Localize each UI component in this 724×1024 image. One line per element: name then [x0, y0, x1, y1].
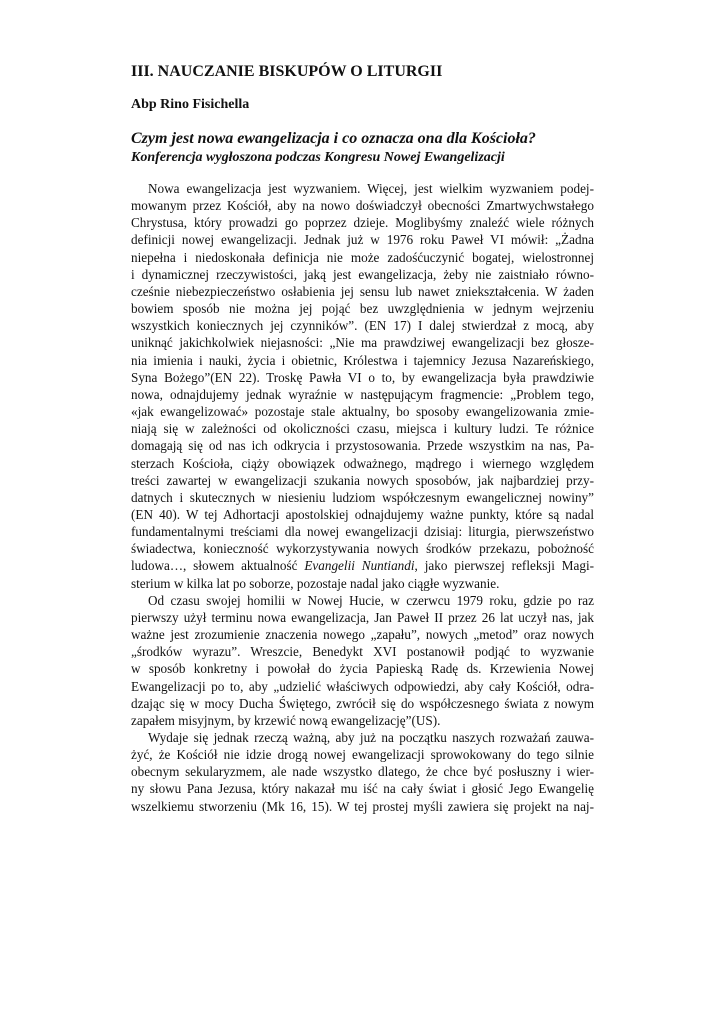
paragraph [131, 729, 594, 815]
paragraph [131, 592, 594, 729]
italic-term: Evangelii Nuntiandi [304, 558, 415, 574]
text-line: Od czasu swojej homilii w Nowej Hucie, w czerwcu 1979 roku, gdzie po raz [148, 592, 594, 608]
paragraph [131, 180, 594, 592]
text-line: cześnie niebezpieczeństwo osłabienia jej sensu lub nawet zniekształcenia. W żaden [131, 283, 594, 299]
text-line: „środków wyrazu”. Wreszcie, Benedykt XVI postanowił podjąć to wyzwanie [131, 644, 594, 660]
article-title: Czym jest nowa ewangelizacja i co oznacza ona dla Kościoła? [131, 130, 536, 147]
text-line: pierwszy użył terminu nowa ewangelizacja, Jan Paweł II przez 26 lat uczył nas, jak [131, 609, 594, 625]
text-line: ny słowu Pana Jezusa, który nakazał mu iść na cały świat i głosić Jego Ewangelię [131, 781, 594, 797]
text-line: «jak ewangelizować» pozostaje stale aktualny, bo sposoby ewangelizowania zmie- [131, 404, 594, 420]
text-line: sterium w kilka lat po soborze, pozostaje nadal jako ciągłe wyzwanie. [131, 575, 500, 591]
text-line: sterzach Kościoła, ciąży obowiązek odważnego, mądrego i wiernego względem [131, 455, 594, 471]
text-line: nowa, odnajdujemy jednak wyraźnie w następującym fragmencie: „Problem tego, [131, 386, 594, 402]
text-line: żyć, że Kościół nie idzie drogą nowej ewangelizacji sprowokowany do tego silnie [131, 747, 594, 763]
text-line: Syna Bożego”(EN 22). Troskę Pawła VI o to, by ewangelizacja była prawdziwie [131, 369, 594, 385]
text-line: niepełna i niedoskonała definicja nie może zadośćuczynić bogatej, wielostronnej [131, 249, 594, 265]
text-line: datnych i skutecznych w niesieniu ludziom współczesnym ewangelicznej nowiny” [131, 489, 594, 505]
text-line: fundamentalnymi treściami dla nowej ewangelizacji dzisiaj: liturgia, pierwszeństwo [131, 524, 594, 540]
text-line: obecnym sekularyzmem, ale nade wszystko dlatego, że chce być posłuszny i wier- [131, 764, 594, 780]
text-line: ważne jest zrozumienie znaczenia nowego „zapału”, nowych „metod” oraz nowych [131, 627, 594, 643]
text-line: bowiem sposób nie można jej pojąć bez uwzględnienia w jednym wejrzeniu [131, 301, 594, 317]
text-line: dzając się w mocy Ducha Świętego, zwrócił się do współczesnego świata z nowym [131, 695, 594, 711]
text-line: świadectwa, konieczność wykorzystywania nowych środków przekazu, pobożność [131, 541, 594, 557]
text-line: definicji nowej ewangelizacji. Jednak już w 1976 roku Paweł VI mówił: „Żadna [131, 232, 594, 248]
text-line: Wydaje się jednak rzeczą ważną, aby już na początku naszych rozważań zauwa- [148, 730, 594, 745]
text-line: (EN 40). W tej Adhortacji apostolskiej odnajdujemy ważne punkty, które są nadal [131, 506, 594, 522]
text-line: wszystkich koniecznych jej czynników”. (EN 17) I dalej stwierdzał z mocą, aby [131, 318, 594, 334]
text-line: niają się w zależności od okoliczności czasu, miejsca i kultury ludzi. Te różnice [131, 421, 594, 437]
text-line: nia imienia i nauki, życia i obietnic, Królestwa i tajemnicy Jezusa Nazareńskiego, [131, 352, 594, 368]
article-author: Abp Rino Fisichella [131, 97, 250, 112]
article-body [131, 180, 594, 815]
article-subtitle: Konferencja wygłoszona podczas Kongresu Nowej Ewangelizacji [131, 150, 505, 165]
chapter-heading: III. NAUCZANIE BISKUPÓW O LITURGII [131, 63, 443, 80]
text-line: Nowa ewangelizacja jest wyzwaniem. Więcej, jest wielkim wyzwaniem podej- [148, 181, 594, 196]
text-line: w sposób konkretny i powołał do życia Papieską Radę ds. Krzewienia Nowej [131, 661, 594, 677]
text-line: Ewangelizacji po to, aby „udzielić właściwych odpowiedzi, aby cały Kościół, odra- [131, 678, 594, 694]
text-line: zapałem misyjnym, by krzewić nową ewangelizację”(US). [131, 712, 441, 728]
text-line: treści zawartej w ewangelizacji szukania nowych sposobów, jak najbardziej przy- [131, 472, 594, 488]
text-line: mowanym przez Kościół, aby na nowo doświadczył obecności Zmartwychwstałego [131, 198, 594, 214]
text-line: domagają się od nas ich odkrycia i przystosowania. Przede wszystkim na nas, Pa- [131, 438, 594, 454]
page-content [131, 62, 594, 815]
text-line: i dynamicznej rzeczywistości, jaką jest ewangelizacja, żeby nie zaistniało równo- [131, 266, 594, 282]
text-line: uniknąć jakichkolwiek niejasności: „Nie ma prawdziwej ewangelizacji bez głosze- [131, 335, 594, 351]
text-line: wszelkiemu stworzeniu (Mk 16, 15). W tej prostej myśli zawiera się projekt na naj- [131, 798, 594, 814]
text-line: ludowa…, słowem aktualność Evangelii Nuntiandi, jako pierwszej refleksji Magi- [131, 558, 594, 574]
text-line: Chrystusa, który prowadzi go poprzez dzieje. Moglibyśmy znaleźć wiele różnych [131, 215, 594, 231]
